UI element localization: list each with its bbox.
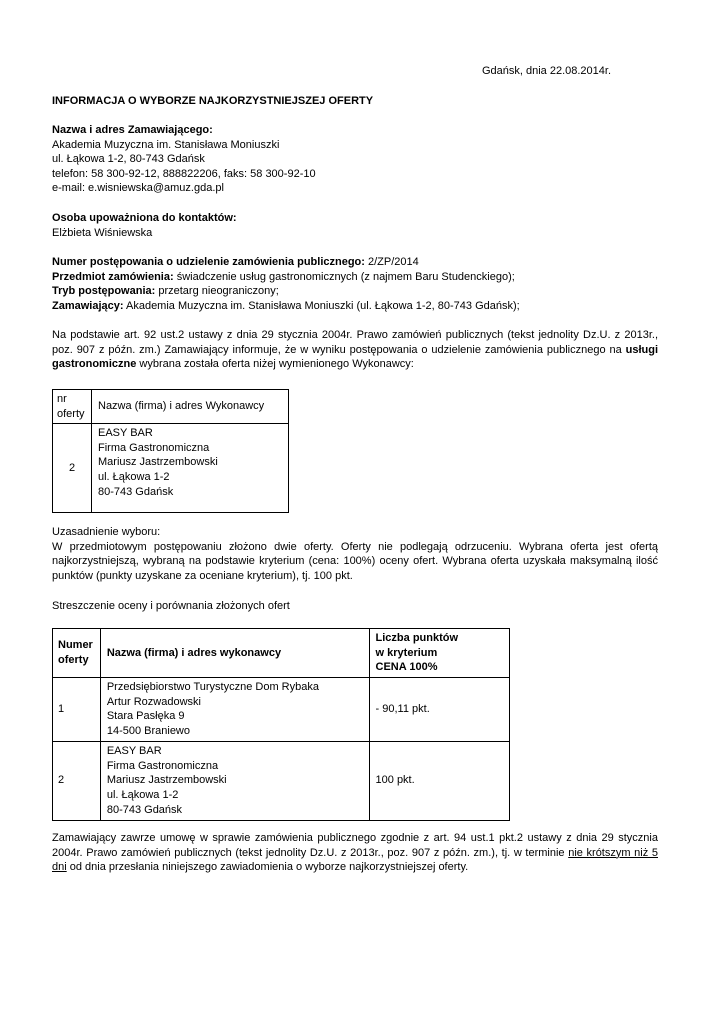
orderer-heading: Nazwa i adres Zamawiającego:: [52, 124, 213, 136]
winner-header-name: Nazwa (firma) i adres Wykonawcy: [92, 390, 289, 424]
closing-deadline: nie krótszym niż 5 dni: [52, 846, 658, 874]
closing-text-2: od dnia przesłania niniejszego zawiadomienia o wyborze najkorzystniejszej oferty.: [66, 861, 469, 874]
offers-header-points-line: CENA 100%: [375, 661, 438, 674]
intro-text-1: Na podstawie art. 92 ust.2 ustawy z dnia 29 stycznia 2004r. Prawo zamówień publicznych (tekst jednolity Dz.U. z 2013r., poz. 907 z późn. zm.) Zamawiający informuje, że w wyniku postępowania o udzielenie zamówienia publicznego na: [52, 329, 658, 356]
offer-line: 14-500 Braniewo: [106, 724, 190, 737]
offer-points: 100 pkt.: [369, 741, 509, 820]
offer-nr: 1: [53, 677, 101, 741]
orderer-name: Akademia Muzyczna im. Stanisława Moniuszki: [52, 138, 280, 151]
orderer-label: Zamawiający:: [52, 299, 124, 312]
winner-line: Mariusz Jastrzembowski: [98, 456, 218, 469]
offer-line: Artur Rozwadowski: [106, 695, 201, 708]
orderer-email: e-mail: e.wisniewska@amuz.gda.pl: [52, 182, 224, 195]
justification-heading: Uzasadnienie wyboru:: [52, 526, 161, 538]
closing-text-1: Zamawiający zawrze umowę w sprawie zamówienia publicznego zgodnie z art. 94 ust.1 pkt.2 ustawy z dnia 29 stycznia 2004r. Prawo zamówień publicznych (tekst jednolity Dz.U. z 2013r., poz. 907 z późn. zm.), tj. w terminie: [52, 832, 658, 859]
intro-paragraph: [52, 328, 658, 372]
document-date: Gdańsk, dnia 22.08.2014r.: [481, 65, 611, 77]
mode-value: przetarg nieograniczony;: [155, 285, 279, 298]
offers-table-row: [53, 741, 510, 820]
subject-value: świadczenie usług gastronomicznych (z najmem Baru Studenckiego);: [173, 270, 515, 283]
procedure-details: [52, 255, 658, 313]
orderer-phone: telefon: 58 300-92-12, 888822206, faks: 58 300-92-10: [52, 167, 316, 180]
winner-line: EASY BAR: [98, 427, 153, 440]
orderer-address: ul. Łąkowa 1-2, 80-743 Gdańsk: [52, 153, 205, 166]
offer-line: ul. Łąkowa 1-2: [106, 789, 179, 802]
procedure-number-label: Numer postępowania o udzielenie zamówienia publicznego:: [52, 256, 365, 268]
offer-line: 80-743 Gdańsk: [106, 803, 183, 816]
mode-label: Tryb postępowania:: [52, 285, 156, 298]
summary-heading: Streszczenie oceny i porównania złożonych ofert: [52, 600, 290, 612]
closing-paragraph: [52, 831, 658, 875]
winner-row-details: [92, 424, 289, 513]
contact-section: [52, 211, 658, 240]
offer-line: Firma Gastronomiczna: [106, 759, 219, 772]
offers-table-row: [53, 677, 510, 741]
offer-line: EASY BAR: [106, 745, 162, 758]
offers-table-header: [53, 629, 510, 678]
offer-details: [100, 741, 369, 820]
offers-header-nr: Numer oferty: [53, 629, 101, 678]
winner-line: ul. Łąkowa 1-2: [98, 470, 170, 483]
justification-section: [52, 525, 658, 583]
winner-table-header: [53, 390, 289, 424]
offers-header-points-line: w kryterium: [375, 646, 438, 659]
orderer-section: [52, 123, 658, 196]
offer-line: Przedsiębiorstwo Turystyczne Dom Rybaka: [106, 681, 319, 694]
contact-name: Elżbieta Wiśniewska: [52, 226, 153, 239]
winner-row-nr: 2: [53, 424, 92, 513]
offers-table: [52, 628, 510, 821]
winner-line: 80-743 Gdańsk: [98, 485, 174, 498]
document-title: INFORMACJA O WYBORZE NAJKORZYSTNIEJSZEJ OFERTY: [52, 95, 374, 107]
justification-text: W przedmiotowym postępowaniu złożono dwie oferty. Oferty nie podlegają odrzuceniu. Wybrana oferta jest ofertą najkorzystniejszą, wybraną na podstawie kryterium (cena: 100%) oceny ofert. Wybrana oferta uzyskała maksymalną ilość punktów (punkty uzyskane za oceniane kryterium), tj. 100 pkt.: [52, 540, 658, 582]
offer-line: Mariusz Jastrzembowski: [106, 774, 227, 787]
subject-label: Przedmiot zamówienia:: [52, 270, 174, 283]
intro-bold: usługi gastronomiczne: [52, 343, 658, 371]
offer-points: - 90,11 pkt.: [369, 677, 509, 741]
contact-heading: Osoba upoważniona do kontaktów:: [52, 212, 237, 224]
winner-line: Firma Gastronomiczna: [98, 441, 210, 454]
offers-header-points: [369, 629, 509, 678]
offers-header-points-line: Liczba punktów: [375, 632, 459, 644]
intro-text-2: wybrana została oferta niżej wymienionego Wykonawcy:: [136, 358, 414, 371]
winner-table: [52, 389, 289, 513]
orderer-value: Akademia Muzyczna im. Stanisława Moniuszki (ul. Łąkowa 1-2, 80-743 Gdańsk);: [123, 299, 520, 312]
offer-details: [100, 677, 369, 741]
winner-table-row: [53, 424, 289, 513]
procedure-number-value: 2/ZP/2014: [364, 256, 419, 268]
winner-header-nr: nr oferty: [53, 390, 92, 424]
offer-line: Stara Pasłęka 9: [106, 710, 185, 723]
offers-header-name: Nazwa (firma) i adres wykonawcy: [100, 629, 369, 678]
offer-nr: 2: [53, 741, 101, 820]
